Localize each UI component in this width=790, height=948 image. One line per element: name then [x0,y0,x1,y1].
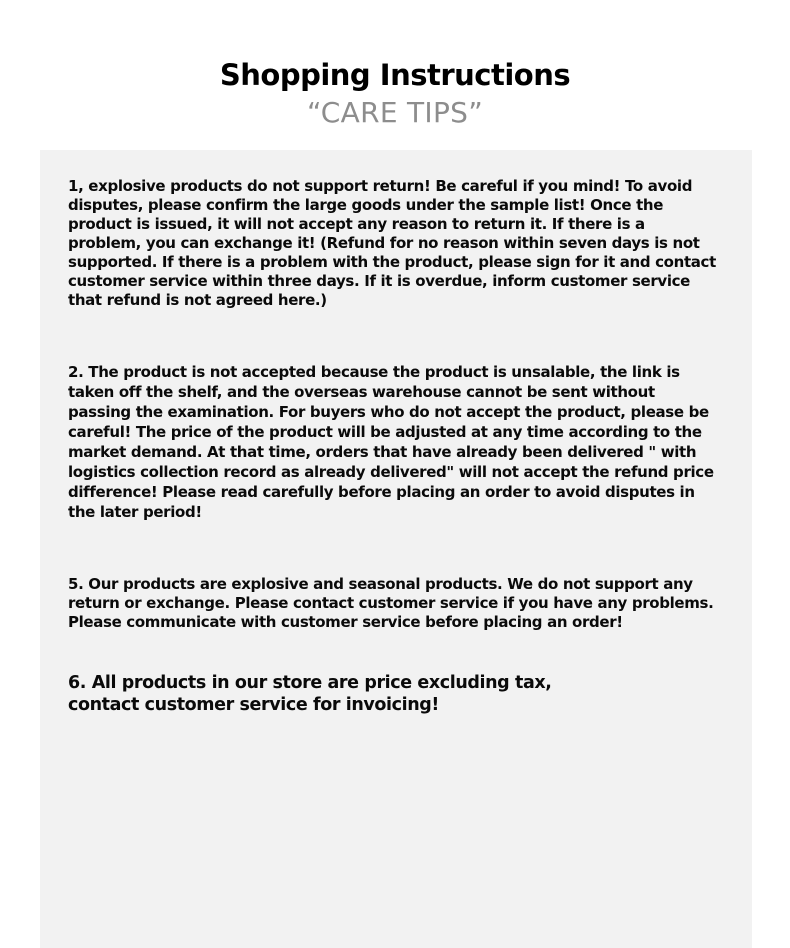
instruction-item-5: 5. Our products are explosive and seasonal products. We do not support any return or exchange. Please contact customer service if you have any problems. Please communicate with customer service before placing an order! [68,575,714,631]
instruction-item-2: 2. The product is not accepted because the product is unsalable, the link is taken off the shelf, and the overseas warehouse cannot be sent without passing the examination. For buyers who do not accept the product, please be careful! The price of the product will be adjusted at any time according to the market demand. At that time, orders that have already been delivered " with logistics collection record as already delivered" will not accept the refund price difference! Please read carefully before placing an order to avoid disputes in the later period! [68,363,714,521]
page-title: Shopping Instructions [219,58,571,93]
instruction-item-6: 6. All products in our store are price excluding tax, contact customer service for invoicing! [68,673,552,715]
instruction-item-1: 1, explosive products do not support return! Be careful if you mind! To avoid disputes, please confirm the large goods under the sample list! Once the product is issued, it will not accept any reason to return it. If there is a problem, you can exchange it! (Refund for no reason within seven days is not supported. If there is a problem with the product, please sign for it and contact customer service within three days. If it is overdue, inform customer service that refund is not agreed here.) [68,177,716,309]
care-tips-subtitle: “CARE TIPS” [306,96,484,129]
instructions-panel [40,150,752,948]
